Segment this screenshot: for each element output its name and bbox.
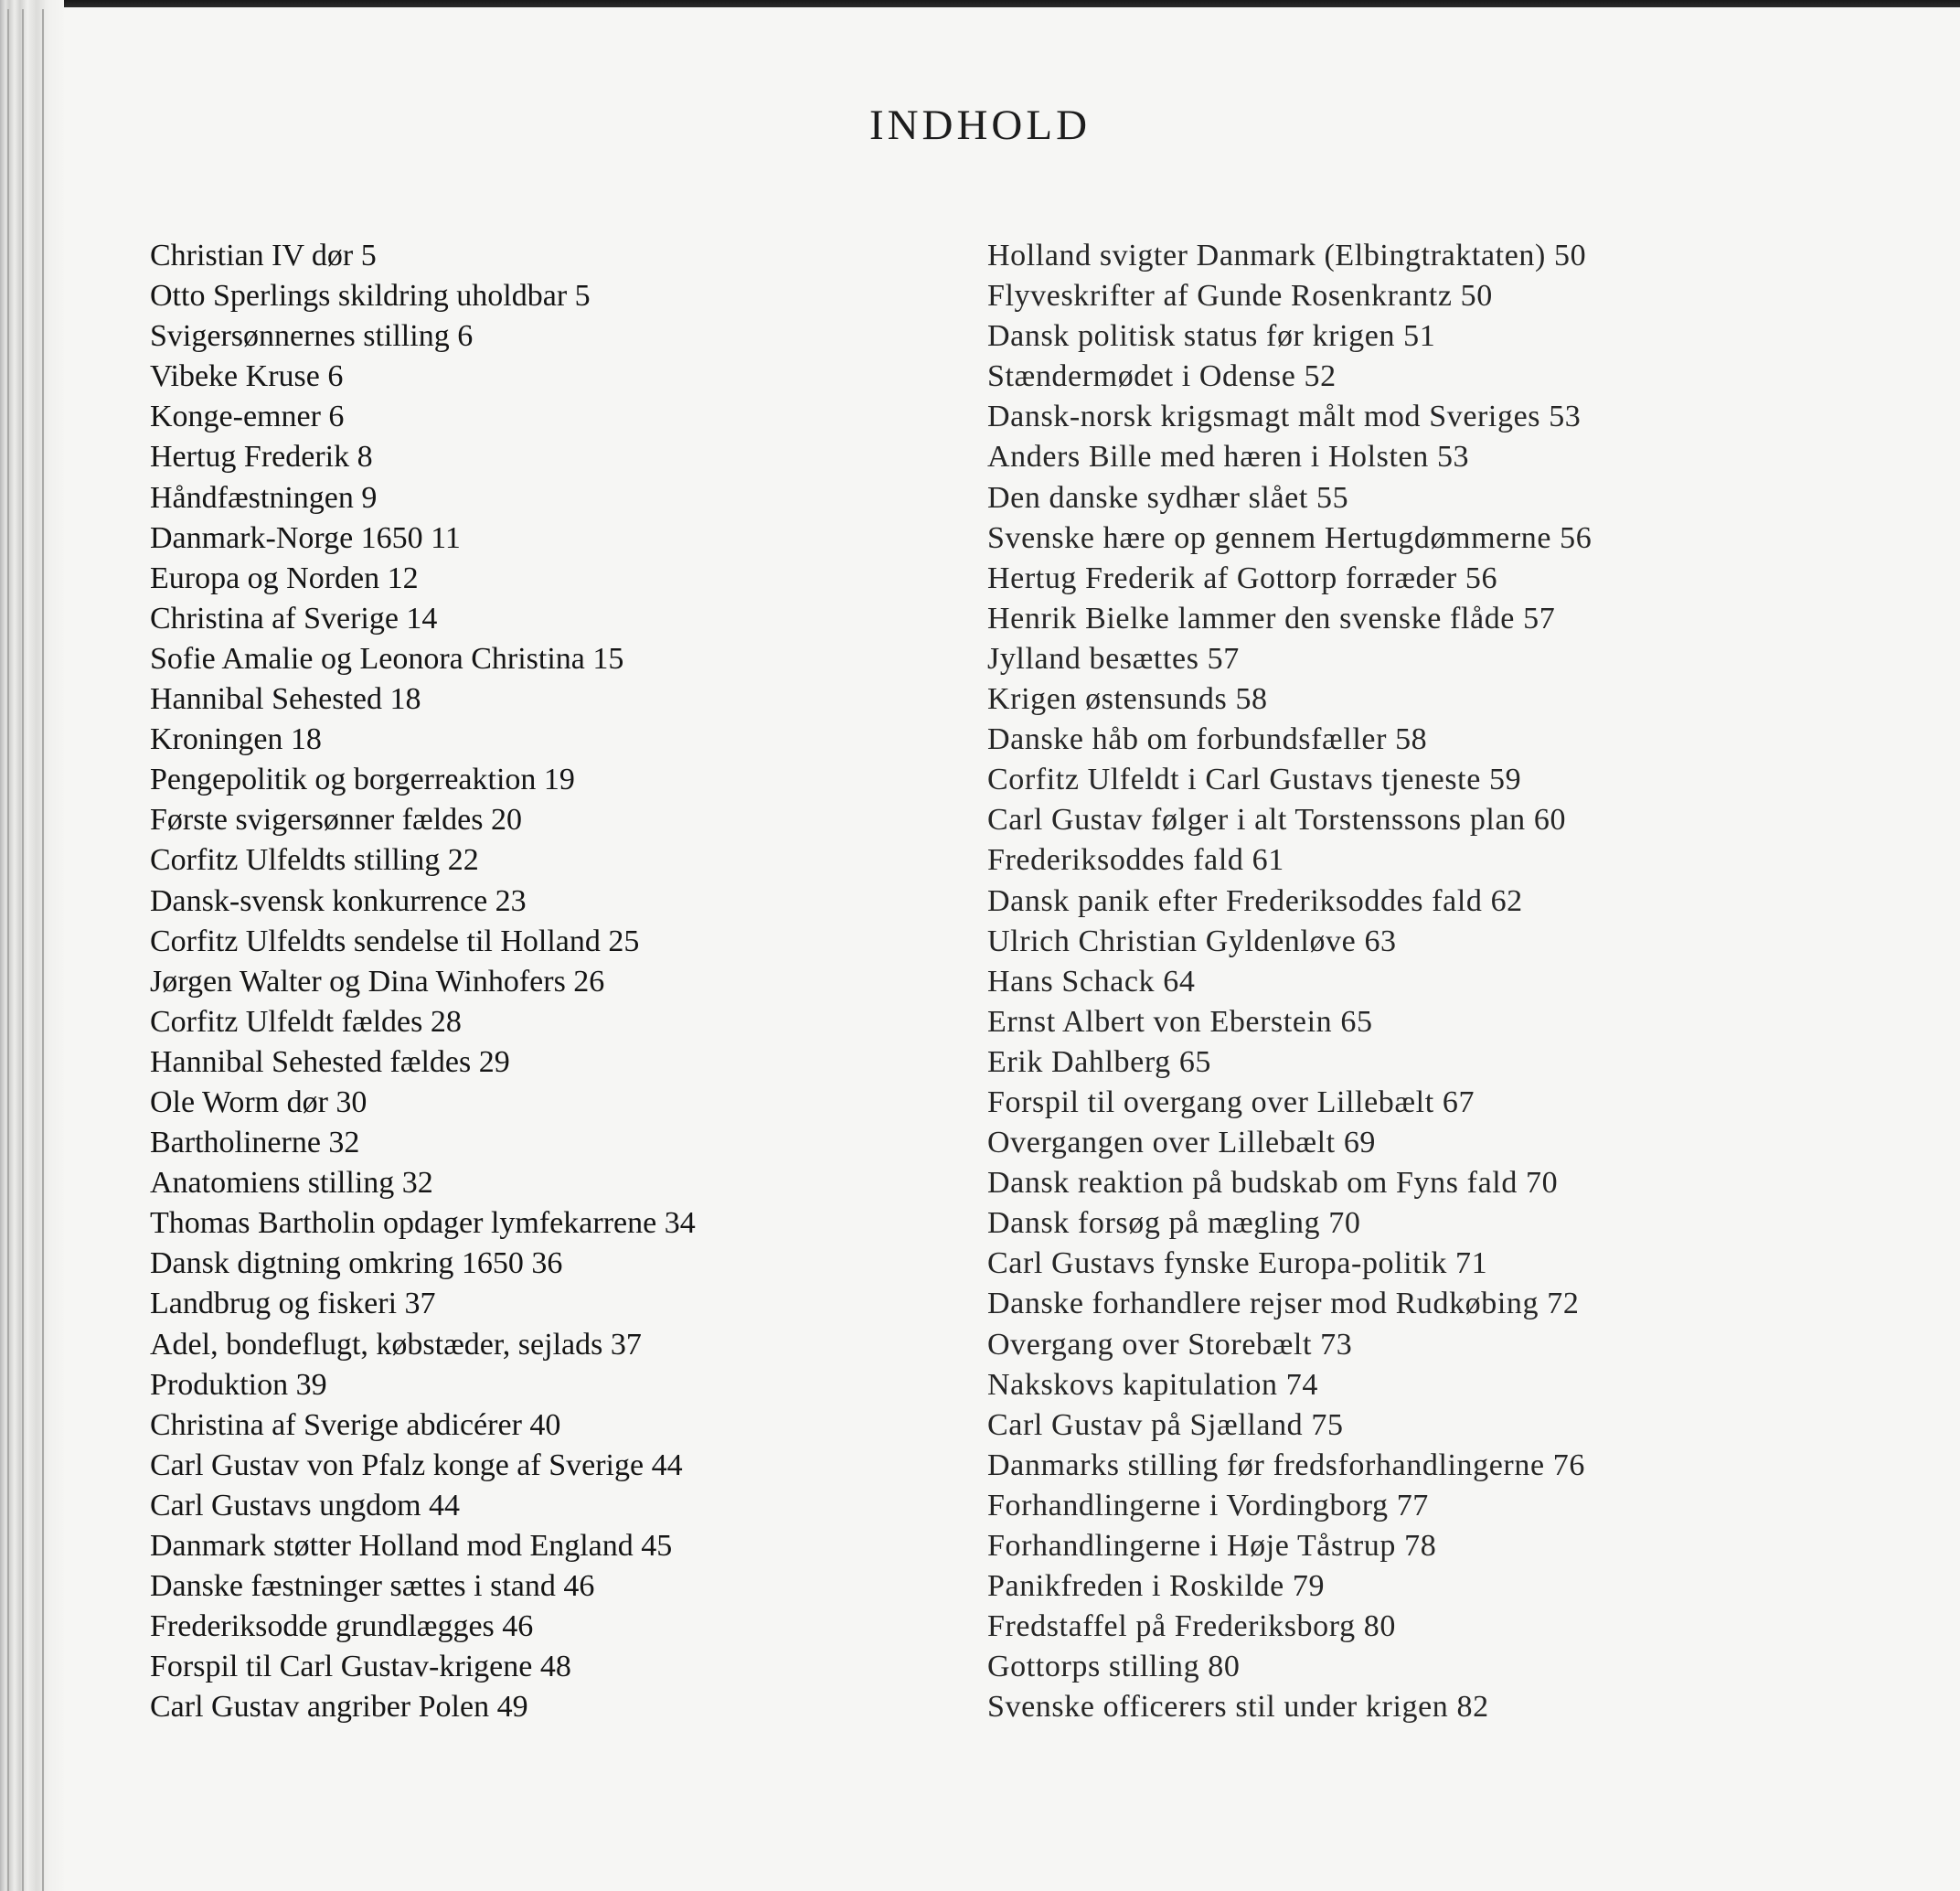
binding-line (22, 9, 24, 1891)
toc-entry: Carl Gustav von Pfalz konge af Sverige 44 (150, 1448, 683, 1482)
toc-entry: Svenske officerers stil under krigen 82 (987, 1690, 1489, 1725)
toc-entry: Dansk forsøg på mægling 70 (987, 1206, 1361, 1241)
toc-entry: Hannibal Sehested fældes 29 (150, 1044, 510, 1079)
toc-entry: Danmarks stilling før fredsforhandlingerne 76 (987, 1448, 1585, 1482)
toc-entry: Corfitz Ulfeldt fældes 28 (150, 1004, 462, 1039)
toc-entry: Otto Sperlings skildring uholdbar 5 (150, 279, 591, 314)
toc-entry: Holland svigter Danmark (Elbingtraktaten) 50 (987, 239, 1587, 272)
toc-entry: Christina af Sverige abdicérer 40 (150, 1407, 561, 1442)
toc-entry: Dansk politisk status før krigen 51 (987, 319, 1436, 354)
toc-entry: Forspil til overgang over Lillebælt 67 (987, 1084, 1475, 1119)
toc-entry: Forspil til Carl Gustav-krigene 48 (150, 1650, 571, 1684)
toc-entry: Pengepolitik og borgerreaktion 19 (150, 763, 575, 797)
toc-entry: Fredstaffel på Frederiksborg 80 (987, 1609, 1396, 1644)
toc-entry: Jylland besættes 57 (987, 641, 1240, 676)
toc-entry: Flyveskrifter af Gunde Rosenkrantz 50 (987, 279, 1493, 314)
toc-entry: Danske forhandlere rejser mod Rudkøbing 72 (987, 1287, 1580, 1321)
toc-entry: Corfitz Ulfeldts sendelse til Holland 25 (150, 924, 640, 958)
toc-entry: Henrik Bielke lammer den svenske flåde 57 (987, 601, 1556, 636)
toc-left-column (150, 236, 696, 1727)
toc-entry: Carl Gustavs fynske Europa-politik 71 (987, 1246, 1488, 1281)
toc-entry: Landbrug og fiskeri 37 (150, 1287, 436, 1321)
toc-entry: Ulrich Christian Gyldenløve 63 (987, 924, 1397, 958)
toc-entry: Krigen østensunds 58 (987, 682, 1268, 717)
toc-right-column (987, 236, 1592, 1727)
toc-entry: Bartholinerne 32 (150, 1126, 360, 1160)
toc-entry: Dansk-svensk konkurrence 23 (150, 883, 527, 918)
toc-entry: Produktion 39 (150, 1367, 327, 1402)
toc-entry: Konge-emner 6 (150, 400, 345, 434)
toc-entry: Overgang over Storebælt 73 (987, 1327, 1353, 1362)
toc-entry: Europa og Norden 12 (150, 561, 419, 595)
toc-entry: Den danske sydhær slået 55 (987, 480, 1349, 515)
page-title: INDHOLD (868, 101, 1092, 149)
toc-entry: Frederiksoddes fald 61 (987, 843, 1284, 878)
toc-entry: Dansk-norsk krigsmagt målt mod Sveriges 53 (987, 400, 1582, 434)
toc-entry: Dansk panik efter Frederiksoddes fald 62 (987, 883, 1523, 918)
toc-entry: Jørgen Walter og Dina Winhofers 26 (150, 964, 605, 999)
toc-entry: Første svigersønner fældes 20 (150, 803, 523, 838)
toc-entry: Carl Gustavs ungdom 44 (150, 1488, 461, 1522)
toc-entry: Erik Dahlberg 65 (987, 1044, 1212, 1079)
toc-entry: Hertug Frederik af Gottorp forræder 56 (987, 561, 1498, 595)
toc-entry: Frederiksodde grundlægges 46 (150, 1609, 534, 1644)
toc-entry: Panikfreden i Roskilde 79 (987, 1569, 1326, 1604)
toc-entry: Carl Gustav angriber Polen 49 (150, 1690, 528, 1725)
toc-entry: Nakskovs kapitulation 74 (987, 1367, 1318, 1402)
toc-entry: Vibeke Kruse 6 (150, 359, 344, 394)
toc-entry: Thomas Bartholin opdager lymfekarrene 34 (150, 1206, 696, 1241)
toc-entry: Svigersønnernes stilling 6 (150, 319, 474, 354)
toc-entry: Danmark-Norge 1650 11 (150, 520, 461, 555)
toc-entry: Dansk reaktion på budskab om Fyns fald 70 (987, 1166, 1559, 1201)
toc-entry: Forhandlingerne i Høje Tåstrup 78 (987, 1529, 1437, 1563)
toc-entry: Hans Schack 64 (987, 964, 1196, 999)
toc-entry: Kroningen 18 (150, 722, 322, 757)
binding-line (7, 9, 9, 1891)
toc-entry: Danske fæstninger sættes i stand 46 (150, 1569, 595, 1604)
toc-entry: Corfitz Ulfeldts stilling 22 (150, 843, 479, 878)
toc-entry: Håndfæstningen 9 (150, 480, 378, 515)
toc-entry: Anders Bille med hæren i Holsten 53 (987, 440, 1470, 475)
toc-entry: Overgangen over Lillebælt 69 (987, 1126, 1377, 1160)
toc-entry: Forhandlingerne i Vordingborg 77 (987, 1488, 1429, 1522)
toc-entry: Svenske hære op gennem Hertugdømmerne 56 (987, 520, 1592, 555)
toc-entry: Ole Worm dør 30 (150, 1084, 368, 1119)
page-top-edge (37, 0, 1960, 7)
binding-line (42, 9, 44, 1891)
toc-entry: Danmark støtter Holland mod England 45 (150, 1529, 673, 1563)
toc-entry: Stændermødet i Odense 52 (987, 359, 1337, 394)
toc-entry: Hertug Frederik 8 (150, 440, 373, 475)
toc-entry: Carl Gustav på Sjælland 75 (987, 1407, 1344, 1442)
toc-entry: Dansk digtning omkring 1650 36 (150, 1246, 563, 1281)
toc-entry: Anatomiens stilling 32 (150, 1166, 433, 1201)
book-binding (0, 0, 64, 1891)
toc-entry: Christian IV dør 5 (150, 239, 377, 272)
toc-entry: Danske håb om forbundsfæller 58 (987, 722, 1428, 757)
toc-entry: Ernst Albert von Eberstein 65 (987, 1004, 1373, 1039)
toc-entry: Hannibal Sehested 18 (150, 682, 421, 717)
toc-entry: Sofie Amalie og Leonora Christina 15 (150, 641, 624, 676)
toc-entry: Adel, bondeflugt, købstæder, sejlads 37 (150, 1327, 642, 1362)
toc-entry: Gottorps stilling 80 (987, 1650, 1241, 1684)
toc-entry: Christina af Sverige 14 (150, 601, 438, 636)
toc-entry: Corfitz Ulfeldt i Carl Gustavs tjeneste 59 (987, 763, 1522, 797)
toc-entry: Carl Gustav følger i alt Torstenssons plan 60 (987, 803, 1567, 838)
